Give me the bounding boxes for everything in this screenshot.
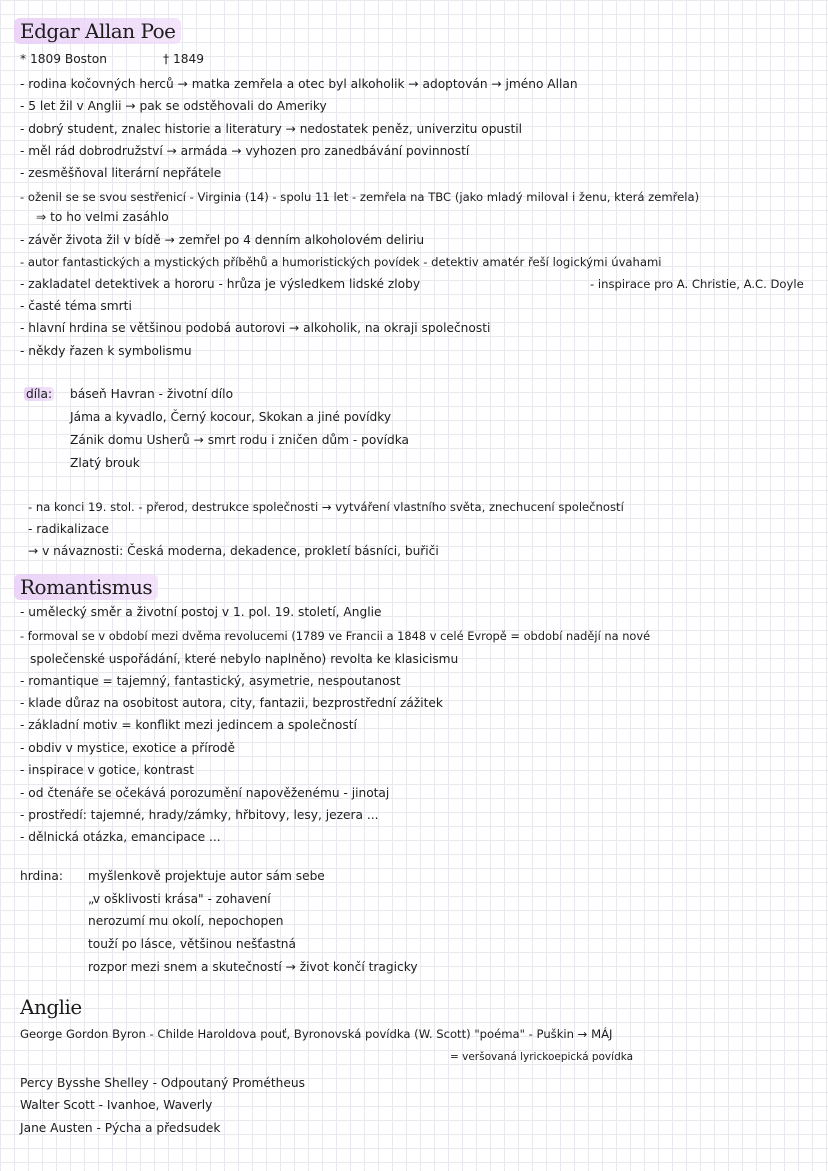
hrdina-item: nerozumí mu okolí, nepochopen — [88, 914, 284, 928]
dila-label-text: díla: — [26, 387, 53, 401]
section-title-poe: Edgar Allan Poe — [14, 18, 181, 44]
poe-died: † 1849 — [163, 52, 204, 66]
poe-born: * 1809 Boston — [20, 52, 107, 66]
romantismus-line: - klade důraz na osobitost autora, city, fantazii, bezprostřední zážitek — [20, 696, 443, 710]
romantismus-line: - dělnická otázka, emancipace ... — [20, 830, 221, 844]
hrdina-item: rozpor mezi snem a skutečností → život končí tragicky — [88, 960, 418, 974]
poe-line: - někdy řazen k symbolismu — [20, 344, 192, 358]
romantismus-line: - inspirace v gotice, kontrast — [20, 763, 194, 777]
poe-line: - hlavní hrdina se většinou podobá autorovi → alkoholik, na okraji společnosti — [20, 321, 491, 335]
romantismus-line: - od čtenáře se očekává porozumění napověženému - jinotaj — [20, 786, 390, 800]
poe-line: - měl rád dobrodružství → armáda → vyhozen pro zanedbávání povinností — [20, 144, 470, 158]
romantismus-line: - romantique = tajemný, fantastický, asymetrie, nespoutanost — [20, 674, 401, 688]
romantismus-line: - obdiv v mystice, exotice a přírodě — [20, 741, 236, 755]
konec-line: → v návaznosti: Česká moderna, dekadence, prokletí básníci, buřiči — [28, 544, 439, 558]
poe-line: - rodina kočovných herců → matka zemřela a otec byl alkoholik → adoptován → jméno Allan — [20, 77, 578, 91]
anglie-byron: George Gordon Byron - Childe Haroldova pouť, Byronovská povídka (W. Scott) "poéma" - Puškin → MÁJ — [20, 1027, 613, 1041]
poe-inspirace: - inspirace pro A. Christie, A.C. Doyle — [590, 277, 804, 291]
hrdina-item: touží po lásce, většinou nešťastná — [88, 937, 296, 951]
dila-item: Zánik domu Usherů → smrt rodu i zničen dům - povídka — [70, 433, 410, 447]
konec-line: - radikalizace — [28, 522, 110, 536]
section-title-anglie: Anglie — [20, 995, 82, 1019]
dila-item: Zlatý brouk — [70, 456, 140, 470]
poe-line: - časté téma smrti — [20, 299, 132, 313]
konec-line: - na konci 19. stol. - přerod, destrukce společnosti → vytváření vlastního světa, znechucení společností — [28, 500, 624, 514]
poe-line: - zesměšňoval literární nepřátele — [20, 166, 222, 180]
section-title-romantismus: Romantismus — [14, 574, 158, 600]
poe-line: - autor fantastických a mystických příběhů a humoristických povídek - detektiv amatér řeší logickými úvahami — [20, 255, 662, 269]
romantismus-line: - umělecký směr a životní postoj v 1. pol. 19. století, Anglie — [20, 605, 382, 619]
poe-line: ⇒ to ho velmi zasáhlo — [36, 210, 169, 224]
romantismus-line: - prostředí: tajemné, hrady/zámky, hřbitovy, lesy, jezera ... — [20, 808, 379, 822]
poe-line: - oženil se se svou sestřenicí - Virginia (14) - spolu 11 let - zemřela na TBC (jako mladý miloval i ženu, která zemřela) — [20, 190, 700, 204]
poe-line: - zakladatel detektivek a hororu - hrůza je výsledkem lidské zloby — [20, 277, 421, 291]
romantismus-line: společenské uspořádání, které nebylo naplněno) revolta ke klasicismu — [30, 652, 459, 666]
dila-item: báseň Havran - životní dílo — [70, 387, 234, 401]
hrdina-label: hrdina: — [20, 869, 63, 883]
anglie-byron-note: = veršovaná lyrickoepická povídka — [450, 1051, 634, 1063]
dila-label — [24, 386, 54, 402]
dila-item: Jáma a kyvadlo, Černý kocour, Skokan a jiné povídky — [70, 410, 392, 424]
romantismus-line: - základní motiv = konflikt mezi jedincem a společností — [20, 718, 357, 732]
poe-line: - závěr života žil v bídě → zemřel po 4 denním alkoholovém deliriu — [20, 233, 425, 247]
romantismus-line: - formoval se v období mezi dvěma revolucemi (1789 ve Francii a 1848 v celé Evropě = období nadějí na nové — [20, 629, 651, 643]
anglie-author: Walter Scott - Ivanhoe, Waverly — [20, 1098, 213, 1112]
anglie-author: Jane Austen - Pýcha a předsudek — [20, 1121, 221, 1135]
hrdina-item: myšlenkově projektuje autor sám sebe — [88, 869, 325, 883]
anglie-author: Percy Bysshe Shelley - Odpoutaný Prométheus — [20, 1076, 305, 1090]
hrdina-item: „v ošklivosti krása" - zohavení — [88, 892, 271, 906]
poe-line: - 5 let žil v Anglii → pak se odstěhovali do Ameriky — [20, 99, 327, 113]
poe-line: - dobrý student, znalec historie a literatury → nedostatek peněz, univerzitu opustil — [20, 122, 523, 136]
